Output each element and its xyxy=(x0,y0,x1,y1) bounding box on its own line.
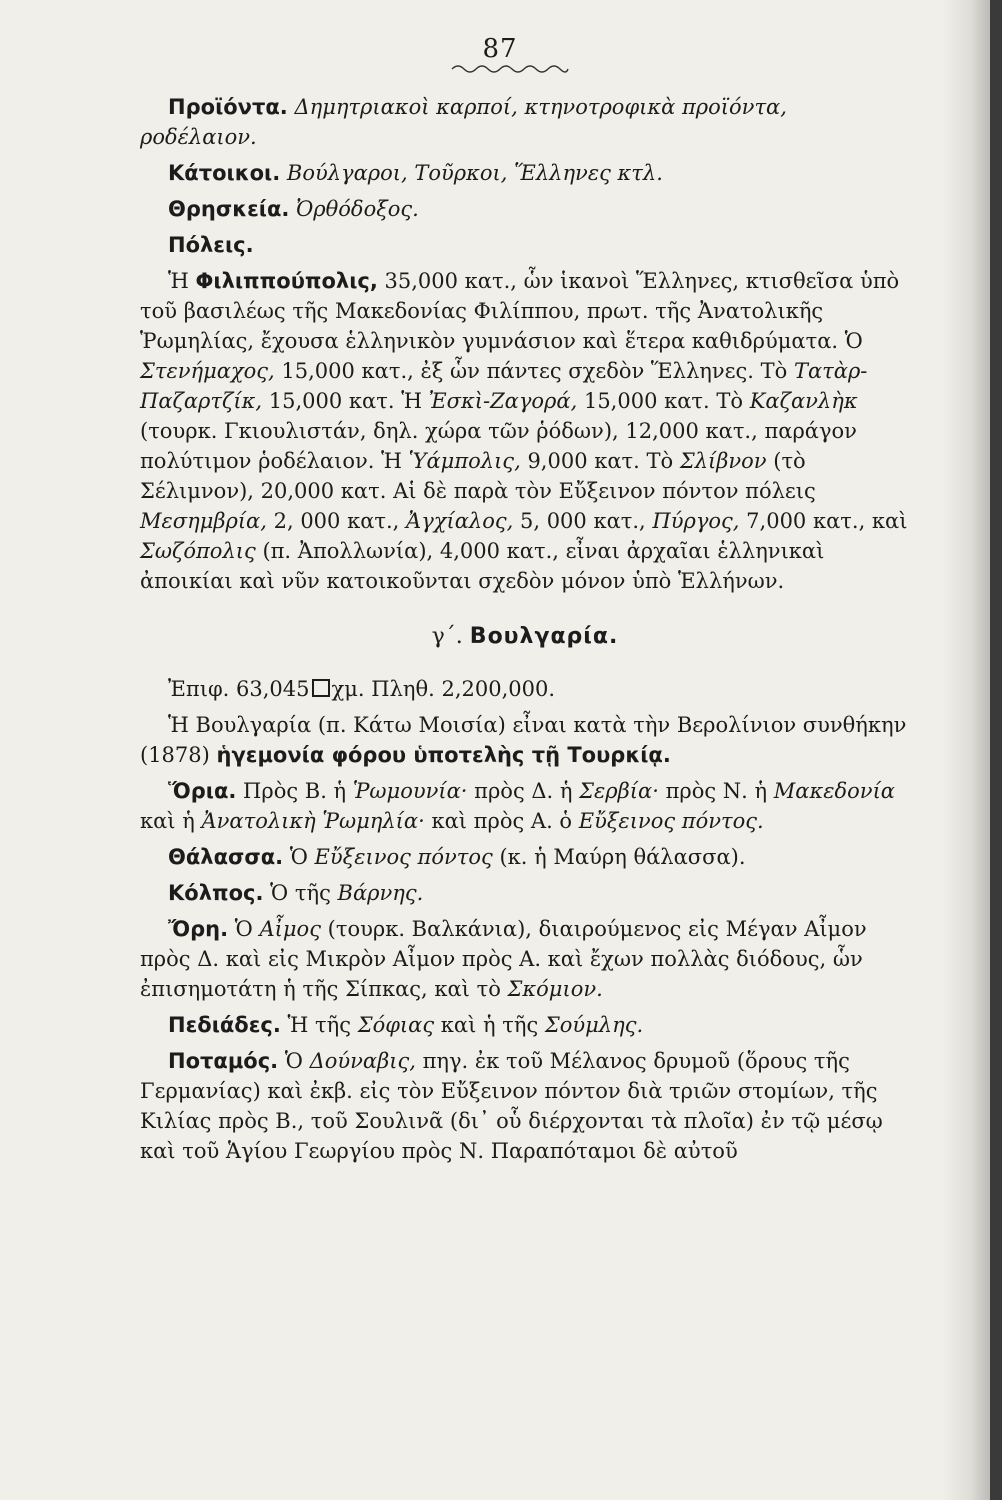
cities-text-3: 15,000 κατ., ἐξ ὧν πάντες σχεδὸν Ἕλληνες. Τὸ xyxy=(281,359,788,383)
paragraph-sea xyxy=(140,842,910,872)
cities-text-8: (τὸ Σέλιμνον), 20,000 κατ. Αἱ δὲ παρὰ τὸν Εὔξεινον πόντον πόλεις xyxy=(140,449,816,503)
mountain-aimos: Αἶμος xyxy=(259,917,321,941)
borders-text-e: καὶ πρὸς Α. ὁ xyxy=(431,809,573,833)
cities-text-4: 15,000 κατ. Ἡ xyxy=(268,389,423,413)
sea-name: Εὔξεινος πόντος xyxy=(314,845,493,869)
city-yambolis: Ὑάμπολις, xyxy=(408,449,521,473)
gulf-text-a: Ὁ τῆς xyxy=(270,881,331,905)
sea-text-a: Ὁ xyxy=(289,845,308,869)
products-text: Δημητριακοὶ καρποί, κτηνοτροφικὰ προϊόντα, ροδέλαιον. xyxy=(140,95,787,149)
paragraph-plains xyxy=(140,1010,910,1040)
mountains-text-b: (τουρκ. Βαλκάνια), διαιρούμενος εἰς Μέγαν Αἶμον πρὸς Δ. καὶ εἰς Μικρὸν Αἶμον πρὸς Α. καὶ ἔχων πολλὰς διόδους, ὧν ἐπισημοτάτη ἡ τῆς Σίπκας, καὶ τὸ xyxy=(140,917,867,1001)
paragraph-religion xyxy=(140,194,910,224)
cities-text-12: (π. Ἀπολλωνία), 4,000 κατ., εἶναι ἀρχαῖαι ἑλληνικαὶ ἀποικίαι καὶ νῦν κατοικοῦνται σχεδὸν μόνον ὑπὸ Ἑλλήνων. xyxy=(140,539,825,593)
paragraph-intro xyxy=(140,710,910,770)
city-philippopolis: Φιλιππούπολις, xyxy=(195,269,378,293)
border-euxinos: Εὔξεινος πόντος. xyxy=(578,809,764,833)
square-symbol-icon xyxy=(312,679,330,697)
population-value: 2,200,000. xyxy=(441,677,556,701)
border-rumelia: Ἀνατολικὴ Ῥωμηλία· xyxy=(201,809,425,833)
border-macedonia: Μακεδονία xyxy=(773,779,895,803)
sea-text-b: (κ. ἡ Μαύρη θάλασσα). xyxy=(499,845,746,869)
city-mesimvria: Μεσημβρία, xyxy=(140,509,267,533)
inhabitants-text: Βούλγαροι, Τοῦρκοι, Ἕλληνες κτλ. xyxy=(286,161,663,185)
city-eski-zagora: Ἐσκὶ-Ζαγορά, xyxy=(428,389,578,413)
section-prefix: γ΄. xyxy=(431,624,463,649)
borders-text-c: πρὸς Ν. ἡ xyxy=(665,779,768,803)
borders-text-a: Πρὸς Β. ἡ xyxy=(243,779,347,803)
plain-soumla: Σούμλης. xyxy=(544,1013,644,1037)
paragraph-stats xyxy=(140,674,910,704)
area-unit: χμ. xyxy=(331,677,365,701)
heading-products: Προϊόντα. xyxy=(168,95,288,119)
cities-text-2: 35,000 κατ., ὧν ἱκανοὶ Ἕλληνες, κτισθεῖσα ὑπὸ τοῦ βασιλέως τῆς Μακεδονίας Φιλίππου, πρωτ. τῆς Ἀνατολικῆς Ῥωμηλίας, ἔχουσα ἑλληνικὸν γυμνάσιον καὶ ἕτερα καθιδρύματα. Ὁ xyxy=(140,269,900,353)
population-label: Πληθ. xyxy=(371,677,435,701)
paragraph-gulf xyxy=(140,878,910,908)
border-romania: Ῥωμουνία· xyxy=(352,779,468,803)
intro-status: ἡγεμονία φόρου ὑποτελὴς τῇ Τουρκίᾳ. xyxy=(216,743,671,767)
gulf-name: Βάρνης. xyxy=(337,881,424,905)
intro-text: Ἡ Βουλγαρία (π. Κάτω Μοισία) εἶναι κατὰ τὴν Βερολίνιον συνθήκην (1878) xyxy=(140,713,907,767)
city-pyrgos: Πύργος, xyxy=(652,509,740,533)
borders-text-d: καὶ ἡ xyxy=(140,809,195,833)
cities-text-9: 2, 000 κατ., xyxy=(273,509,400,533)
borders-text-b: πρὸς Δ. ἡ xyxy=(474,779,573,803)
paragraph-cities-heading xyxy=(140,230,910,260)
paragraph-borders xyxy=(140,776,910,836)
area-label: Ἐπιφ. xyxy=(168,677,230,701)
plain-sofia: Σόφιας xyxy=(357,1013,435,1037)
heading-gulf: Κόλπος. xyxy=(168,881,264,905)
paragraph-inhabitants xyxy=(140,158,910,188)
cities-text-1: Ἡ xyxy=(168,269,189,293)
cities-text-11: 7,000 κατ., καὶ xyxy=(746,509,908,533)
cities-text-10: 5, 000 κατ., xyxy=(519,509,646,533)
page-spine-shadow xyxy=(942,0,990,1500)
heading-plains: Πεδιάδες. xyxy=(168,1013,281,1037)
wavy-rule-ornament xyxy=(450,62,570,76)
page-body xyxy=(140,92,910,1172)
city-stenimachos: Στενήμαχος, xyxy=(140,359,275,383)
paragraph-mountains xyxy=(140,914,910,1004)
heading-religion: Θρησκεία. xyxy=(168,197,290,221)
heading-sea: Θάλασσα. xyxy=(168,845,284,869)
heading-borders: Ὅρια. xyxy=(168,779,237,803)
religion-text: Ὀρθόδοξος. xyxy=(296,197,419,221)
paragraph-river xyxy=(140,1046,910,1166)
mountain-skomion: Σκόμιον. xyxy=(507,977,603,1001)
cities-text-5: 15,000 κατ. Τὸ xyxy=(583,389,744,413)
city-slivnon: Σλίβνον xyxy=(679,449,767,473)
cities-text-7: 9,000 κατ. Τὸ xyxy=(527,449,674,473)
section-title-bulgaria xyxy=(140,622,910,652)
border-serbia: Σερβία· xyxy=(579,779,659,803)
river-text-b: πηγ. ἐκ τοῦ Μέλανος δρυμοῦ (ὅρους τῆς Γερμανίας) καὶ ἐκβ. εἰς τὸν Εὔξεινον πόντον διὰ τριῶν στομίων, τῆς Κιλίας πρὸς Β., τοῦ Σουλινᾶ (δι᾽ οὗ διέρχονται τὰ πλοῖα) ἐν τῷ μέσῳ καὶ τοῦ Ἁγίου Γεωργίου πρὸς Ν. Παραπόταμοι δὲ αὐτοῦ xyxy=(140,1049,883,1163)
city-kazanlik: Καζανλὴκ xyxy=(749,389,858,413)
plains-text-b: καὶ ἡ τῆς xyxy=(440,1013,539,1037)
heading-mountains: Ὄρη. xyxy=(168,917,229,941)
city-anchialos: Ἀγχίαλος, xyxy=(406,509,514,533)
river-text-a: Ὁ xyxy=(284,1049,303,1073)
section-heading: Βουλγαρία. xyxy=(469,624,619,649)
plains-text-a: Ἡ τῆς xyxy=(287,1013,352,1037)
paragraph-products xyxy=(140,92,910,152)
page-number: 87 xyxy=(482,34,518,64)
heading-inhabitants: Κάτοικοι. xyxy=(168,161,281,185)
river-name: Δούναβις, xyxy=(309,1049,416,1073)
mountains-text-a: Ὁ xyxy=(234,917,253,941)
city-sozopolis: Σωζόπολις xyxy=(140,539,256,563)
cities-text-6: (τουρκ. Γκιουλιστάν, δηλ. χώρα τῶν ῥόδων), 12,000 κατ., παράγον πολύτιμον ῥοδέλαιον. Ἡ xyxy=(140,419,857,473)
heading-cities: Πόλεις. xyxy=(168,233,254,257)
heading-river: Ποταμός. xyxy=(168,1049,279,1073)
area-value: 63,045 xyxy=(236,677,310,701)
paragraph-cities xyxy=(140,266,910,596)
city-tatar-pazardzhik: Τατὰρ-Παζαρτζίκ, xyxy=(140,359,868,413)
